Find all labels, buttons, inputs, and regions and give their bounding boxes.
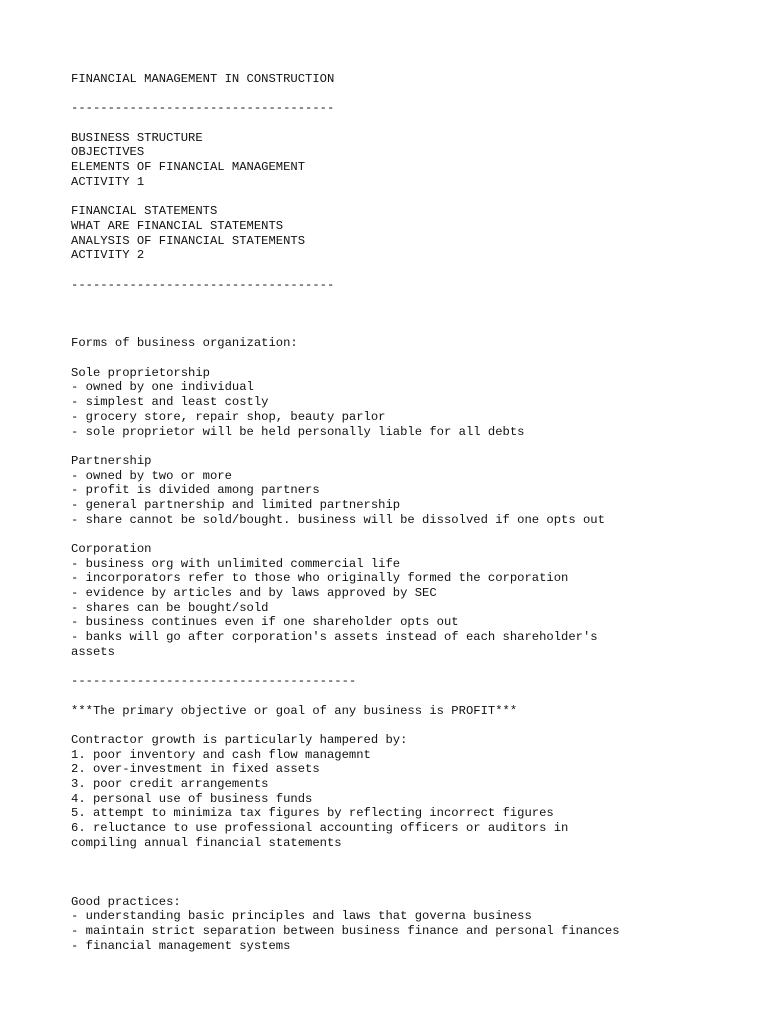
list-item: compiling annual financial statements <box>71 835 342 850</box>
list-item: - owned by one individual <box>71 380 254 395</box>
spacer <box>71 660 751 675</box>
separator: ------------------------------------ <box>71 277 335 292</box>
spacer <box>71 865 751 880</box>
list-item: 4. personal use of business funds <box>71 791 313 806</box>
subsection-heading: Corporation <box>71 542 152 556</box>
list-item: - evidence by articles and by laws approved by SEC <box>71 586 437 601</box>
list-item: 2. over-investment in fixed assets <box>71 762 320 777</box>
list-item: 1. poor inventory and cash flow managemnt <box>71 747 371 762</box>
list-item: - simplest and least costly <box>71 395 269 410</box>
list-item: - maintain strict separation between business finance and personal finances <box>71 923 620 938</box>
spacer <box>71 116 751 131</box>
list-item: assets <box>71 644 115 659</box>
toc-item: BUSINESS STRUCTURE <box>71 130 203 145</box>
list-item: - understanding basic principles and laws that governa business <box>71 909 532 924</box>
spacer <box>71 190 751 205</box>
spacer <box>71 263 751 278</box>
separator: --------------------------------------- <box>71 674 357 689</box>
spacer <box>71 880 751 895</box>
list-item: - share cannot be sold/bought. business will be dissolved if one opts out <box>71 512 605 527</box>
document-body <box>71 72 751 953</box>
toc-item: OBJECTIVES <box>71 145 145 160</box>
spacer <box>71 689 751 704</box>
spacer <box>71 351 751 366</box>
toc-item: ACTIVITY 2 <box>71 248 145 263</box>
subsection-heading: Sole proprietorship <box>71 365 210 380</box>
list-item: - shares can be bought/sold <box>71 600 269 615</box>
list-item: - owned by two or more <box>71 468 232 483</box>
toc-item: WHAT ARE FINANCIAL STATEMENTS <box>71 218 284 233</box>
list-item: 3. poor credit arrangements <box>71 777 269 791</box>
list-item: - profit is divided among partners <box>71 483 320 498</box>
spacer <box>71 292 751 307</box>
list-item: - financial management systems <box>71 938 291 953</box>
list-item: - business org with unlimited commercial life <box>71 556 401 571</box>
spacer <box>71 322 751 337</box>
list-item: - incorporators refer to those who originally formed the corporation <box>71 571 569 586</box>
list-item: 6. reluctance to use professional accounting officers or auditors in <box>71 821 569 836</box>
subsection-heading: Contractor growth is particularly hampered by: <box>71 732 408 747</box>
list-item: - sole proprietor will be held personally liable for all debts <box>71 424 525 439</box>
subsection-heading: Good practices: <box>71 894 181 909</box>
spacer <box>71 87 751 102</box>
toc-item: ACTIVITY 1 <box>71 174 145 189</box>
spacer <box>71 307 751 322</box>
toc-item: FINANCIAL STATEMENTS <box>71 204 218 219</box>
subsection-heading: Partnership <box>71 453 152 468</box>
section-heading: Forms of business organization: <box>71 336 298 351</box>
toc-item: ELEMENTS OF FINANCIAL MANAGEMENT <box>71 160 306 175</box>
primary-objective: ***The primary objective or goal of any business is PROFIT*** <box>71 703 518 718</box>
list-item: 5. attempt to minimiza tax figures by reflecting incorrect figures <box>71 806 554 821</box>
list-item: - banks will go after corporation's assets instead of each shareholder's <box>71 630 598 645</box>
spacer <box>71 718 751 733</box>
spacer <box>71 439 751 454</box>
toc-item: ANALYSIS OF FINANCIAL STATEMENTS <box>71 233 306 248</box>
separator: ------------------------------------ <box>71 101 335 116</box>
list-item: - grocery store, repair shop, beauty parlor <box>71 409 386 424</box>
list-item: - business continues even if one shareholder opts out <box>71 615 459 630</box>
spacer <box>71 850 751 865</box>
list-item: - general partnership and limited partnership <box>71 497 401 512</box>
spacer <box>71 527 751 542</box>
document-title: FINANCIAL MANAGEMENT IN CONSTRUCTION <box>71 72 335 86</box>
